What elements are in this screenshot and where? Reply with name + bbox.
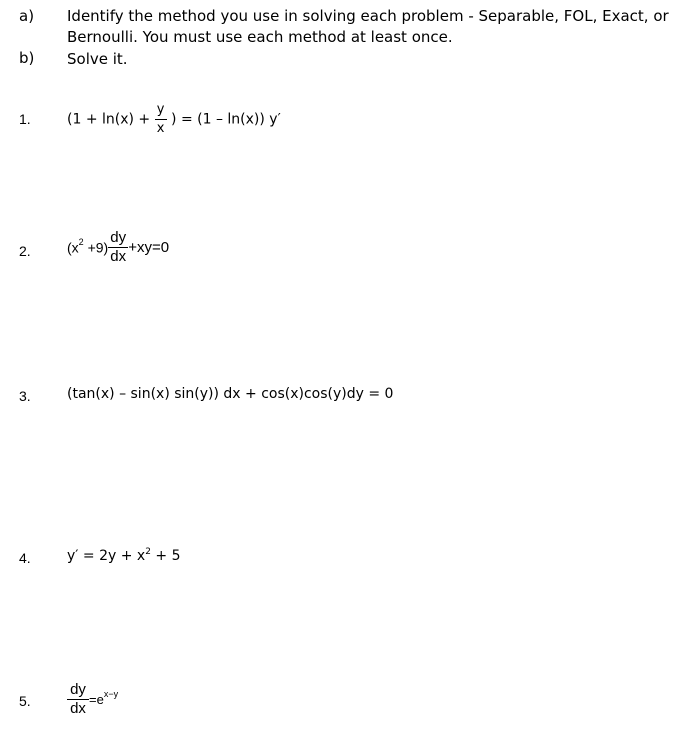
problem-2-lead: (x [67, 239, 79, 256]
problem-4-lead: y′ = 2y + x [67, 548, 146, 564]
part-a-instruction-line1: Identify the method you use in solving each problem - Separable, FOL, Exact, or [67, 7, 669, 25]
problem-4-equation [67, 548, 180, 564]
problem-1-equation [67, 102, 281, 137]
problem-1-number: 1. [19, 111, 31, 127]
part-b-instruction: Solve it. [67, 50, 128, 68]
problem-5-frac-denominator: dx [70, 700, 86, 717]
problem-5-number: 5. [19, 693, 31, 709]
problem-1-fraction [155, 102, 167, 137]
problem-1-frac-denominator: x [156, 121, 165, 136]
part-b-label: b) [19, 49, 35, 67]
problem-2-frac-denominator: dx [110, 248, 127, 265]
problem-1-frac-numerator: y [156, 102, 165, 117]
problem-2-frac-numerator: dy [110, 229, 127, 246]
problem-4-number: 4. [19, 550, 31, 566]
problem-2-fraction [108, 230, 128, 265]
problem-1-expr-before: (1 + ln(x) + [67, 111, 155, 128]
problem-2-equation [67, 230, 169, 265]
problem-4-tail: + 5 [150, 548, 181, 564]
fraction-bar [155, 119, 167, 120]
problem-1-expr-after: ) = (1 – ln(x)) y′ [166, 111, 281, 128]
part-a-label: a) [19, 7, 35, 25]
problem-5-equation [67, 682, 118, 717]
problem-5-exponent: x−y [103, 689, 119, 700]
problem-2-exponent: 2 [78, 237, 84, 248]
problem-3-number: 3. [19, 388, 31, 404]
problem-2-mid: +9) [83, 239, 109, 256]
problem-2-number: 2. [19, 243, 31, 259]
problem-5-frac-numerator: dy [70, 681, 86, 698]
part-a-instruction-line2: Bernoulli. You must use each method at least once. [67, 28, 453, 46]
problem-3-equation: (tan(x) – sin(x) sin(y)) dx + cos(x)cos(y)dy = 0 [67, 386, 394, 402]
problem-2-tail: +xy=0 [128, 239, 170, 256]
problem-5-fraction [67, 682, 89, 717]
problem-5-mid: =e [89, 692, 104, 707]
problem-4-exponent: 2 [145, 547, 151, 557]
